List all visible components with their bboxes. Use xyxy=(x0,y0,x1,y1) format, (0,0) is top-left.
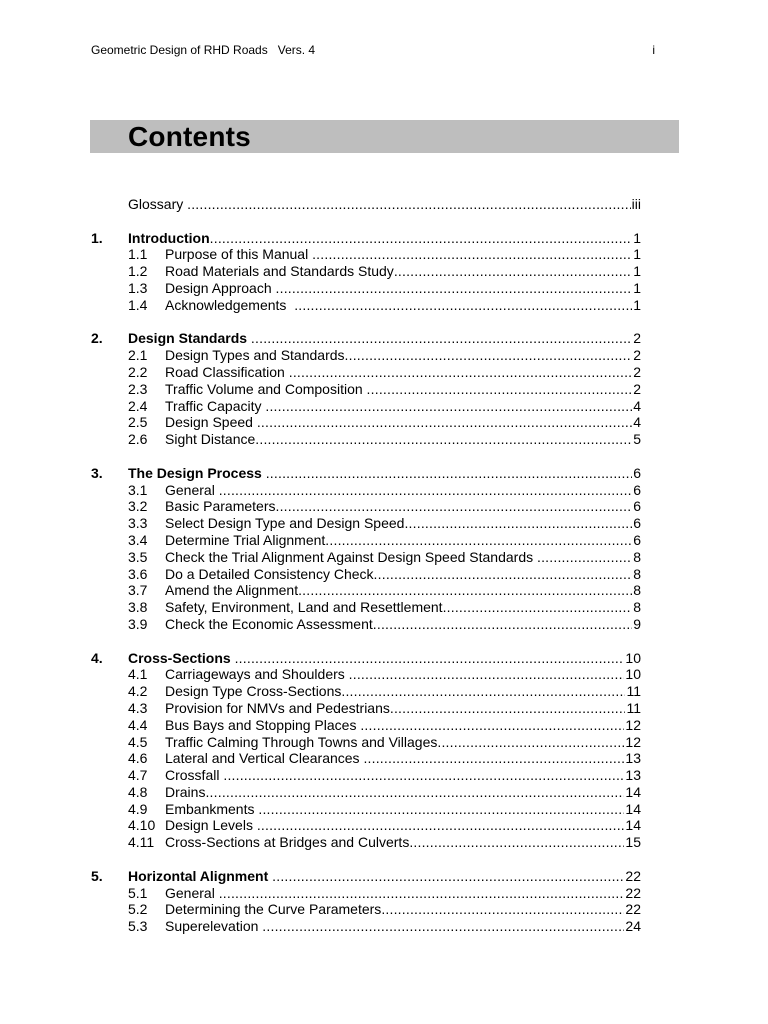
section-number: 2.5 xyxy=(128,414,148,431)
section-title: Amend the Alignment xyxy=(165,582,299,599)
section-title: Lateral and Vertical Clearances xyxy=(165,750,364,767)
dot-leader xyxy=(257,414,632,431)
section-title: Design Approach xyxy=(165,279,276,296)
dot-leader xyxy=(341,683,625,700)
toc-page-number: 2 xyxy=(633,330,641,347)
toc-page-number: 13 xyxy=(625,767,641,784)
page-number: i xyxy=(652,43,655,57)
toc-page-number: 10 xyxy=(625,666,641,683)
dot-leader xyxy=(262,918,624,935)
toc-section-item[interactable] xyxy=(91,801,641,818)
toc-page-number: 4 xyxy=(633,414,641,431)
toc-section-item[interactable] xyxy=(91,566,641,583)
section-title: Determine Trial Alignment xyxy=(165,531,326,548)
toc-section-item[interactable] xyxy=(91,734,641,751)
section-number: 4.11 xyxy=(128,834,155,851)
section-number: 4.10 xyxy=(128,817,156,834)
dot-leader xyxy=(390,700,626,717)
toc-section-item[interactable] xyxy=(91,414,641,431)
section-title: Crossfall xyxy=(165,767,224,784)
toc-page-number: 8 xyxy=(633,565,641,582)
toc-page-number: 14 xyxy=(625,783,641,800)
dot-leader xyxy=(266,465,632,482)
toc-page-number: 12 xyxy=(625,733,641,750)
toc-section-item[interactable] xyxy=(91,280,641,297)
toc-section-item[interactable] xyxy=(91,666,641,683)
dot-leader xyxy=(360,717,624,734)
toc-page-number: 1 xyxy=(633,296,641,313)
toc-section-item[interactable] xyxy=(91,901,641,918)
dot-leader xyxy=(363,750,624,767)
table-of-contents xyxy=(91,196,641,935)
toc-section-item[interactable] xyxy=(91,683,641,700)
dot-leader xyxy=(235,650,625,667)
contents-banner xyxy=(90,120,679,153)
section-number: 4.1 xyxy=(128,666,148,683)
section-number: 5.2 xyxy=(128,901,148,918)
toc-page-number: iii xyxy=(631,196,641,212)
toc-page-number: 2 xyxy=(633,347,641,364)
section-number: 4.8 xyxy=(128,783,148,800)
chapter-number: 1. xyxy=(91,229,103,246)
chapter-title: Cross-Sections xyxy=(128,649,235,666)
dot-leader xyxy=(325,532,632,549)
dot-leader xyxy=(275,498,632,515)
chapter-number: 3. xyxy=(91,464,103,481)
toc-page-number: 22 xyxy=(625,867,641,884)
toc-page-number: 1 xyxy=(633,229,641,246)
toc-section-item[interactable] xyxy=(91,364,641,381)
section-number: 3.7 xyxy=(128,582,148,599)
section-title: General xyxy=(165,481,219,498)
toc-section-item[interactable] xyxy=(91,750,641,767)
section-number: 3.6 xyxy=(128,565,148,582)
section-title: Design Types and Standards xyxy=(165,347,345,364)
toc-entry-title: Glossary xyxy=(128,196,188,212)
dot-leader xyxy=(272,868,624,885)
dot-leader xyxy=(258,801,624,818)
toc-page-number: 6 xyxy=(633,515,641,532)
toc-section-item[interactable] xyxy=(91,817,641,834)
section-title: Road Materials and Standards Study xyxy=(165,263,394,280)
section-title: Design Speed xyxy=(165,414,257,431)
toc-page-number: 9 xyxy=(633,615,641,632)
toc-page-number: 15 xyxy=(625,834,641,851)
section-number: 1.1 xyxy=(128,246,148,263)
section-number: 5.3 xyxy=(128,918,148,935)
toc-page-number: 11 xyxy=(626,699,641,716)
dot-leader xyxy=(367,381,633,398)
dot-leader xyxy=(187,196,631,213)
toc-chapter-3[interactable] xyxy=(91,465,641,482)
dot-leader xyxy=(394,263,632,280)
toc-page-number: 8 xyxy=(633,582,641,599)
section-number: 4.6 xyxy=(128,750,148,767)
toc-page-number: 22 xyxy=(625,901,641,918)
dot-leader xyxy=(276,280,633,297)
section-title: Traffic Volume and Composition xyxy=(165,380,367,397)
section-number: 2.3 xyxy=(128,380,148,397)
toc-page-number: 1 xyxy=(633,263,641,280)
dot-leader xyxy=(345,347,633,364)
section-title: Traffic Calming Through Towns and Villages xyxy=(165,733,438,750)
chapter-number: 4. xyxy=(91,649,103,666)
chapter-number: 5. xyxy=(91,867,103,884)
dot-leader xyxy=(443,599,633,616)
toc-page-number: 10 xyxy=(625,649,641,666)
dot-leader xyxy=(409,834,624,851)
toc-page-number: 8 xyxy=(633,548,641,565)
section-title: Determining the Curve Parameters xyxy=(165,901,382,918)
section-title: General xyxy=(165,884,219,901)
section-number: 3.3 xyxy=(128,515,148,532)
section-title: Cross-Sections at Bridges and Culverts xyxy=(165,834,410,851)
dot-leader xyxy=(294,297,632,314)
section-title: Bus Bays and Stopping Places xyxy=(165,716,361,733)
toc-section-item[interactable] xyxy=(91,784,641,801)
toc-section-item[interactable] xyxy=(91,885,641,902)
chapter-title: The Design Process xyxy=(128,464,266,481)
dot-leader xyxy=(210,230,633,247)
toc-page-number: 6 xyxy=(633,498,641,515)
toc-page-number: 1 xyxy=(633,246,641,263)
dot-leader xyxy=(373,616,632,633)
section-title: Check the Economic Assessment xyxy=(165,615,373,632)
section-number: 1.4 xyxy=(128,296,148,313)
toc-section-item[interactable] xyxy=(91,498,641,515)
section-number: 3.4 xyxy=(128,531,148,548)
section-title: Carriageways and Shoulders xyxy=(165,666,349,683)
section-title: Superelevation xyxy=(165,918,263,935)
toc-entry-glossary[interactable] xyxy=(91,196,641,213)
section-title: Basic Parameters xyxy=(165,498,276,515)
toc-page-number: 22 xyxy=(625,884,641,901)
dot-leader xyxy=(404,515,632,532)
toc-page-number: 12 xyxy=(625,716,641,733)
chapter-title: Introduction xyxy=(128,229,210,246)
toc-section-item[interactable] xyxy=(91,398,641,415)
page-header xyxy=(91,42,655,58)
toc-section-item[interactable] xyxy=(91,263,641,280)
section-title: Acknowledgements xyxy=(165,296,295,313)
toc-chapter-2[interactable] xyxy=(91,330,641,347)
section-title: Select Design Type and Design Speed xyxy=(165,515,405,532)
toc-page-number: 13 xyxy=(625,750,641,767)
section-title: Sight Distance xyxy=(165,431,256,448)
toc-section-item[interactable] xyxy=(91,700,641,717)
toc-section-item[interactable] xyxy=(91,297,641,314)
dot-leader xyxy=(349,666,625,683)
dot-leader xyxy=(219,482,633,499)
dot-leader xyxy=(223,767,624,784)
toc-section-item[interactable] xyxy=(91,549,641,566)
toc-page-number: 1 xyxy=(633,279,641,296)
toc-chapter-5[interactable] xyxy=(91,868,641,885)
section-title: Design Levels xyxy=(165,817,257,834)
section-title: Purpose of this Manual xyxy=(165,246,313,263)
toc-section-item[interactable] xyxy=(91,616,641,633)
dot-leader xyxy=(251,330,632,347)
section-number: 2.1 xyxy=(128,347,148,364)
toc-section-item[interactable] xyxy=(91,431,641,448)
dot-leader xyxy=(312,246,632,263)
toc-section-item[interactable] xyxy=(91,582,641,599)
section-number: 1.2 xyxy=(128,263,148,280)
section-number: 3.5 xyxy=(128,548,148,565)
section-title: Road Classification xyxy=(165,363,289,380)
dot-leader xyxy=(265,398,632,415)
toc-section-item[interactable] xyxy=(91,532,641,549)
section-title: Drains xyxy=(165,783,206,800)
section-number: 3.2 xyxy=(128,498,148,515)
chapter-title: Design Standards xyxy=(128,330,251,347)
dot-leader xyxy=(537,549,632,566)
section-title: Do a Detailed Consistency Check xyxy=(165,565,374,582)
dot-leader xyxy=(205,784,624,801)
section-title: Provision for NMVs and Pedestrians xyxy=(165,699,390,716)
toc-section-item[interactable] xyxy=(91,599,641,616)
dot-leader xyxy=(437,734,624,751)
section-number: 2.6 xyxy=(128,431,148,448)
section-number: 4.5 xyxy=(128,733,148,750)
dot-leader xyxy=(257,817,625,834)
dot-leader xyxy=(219,885,625,902)
section-number: 3.8 xyxy=(128,599,148,616)
toc-page-number: 24 xyxy=(625,918,641,935)
section-title: Safety, Environment, Land and Resettlement xyxy=(165,599,443,616)
toc-page-number: 6 xyxy=(633,531,641,548)
toc-page-number: 14 xyxy=(625,800,641,817)
toc-page-number: 6 xyxy=(633,464,641,481)
toc-section-item[interactable] xyxy=(91,834,641,851)
toc-section-item[interactable] xyxy=(91,515,641,532)
section-number: 4.9 xyxy=(128,800,148,817)
toc-page-number: 5 xyxy=(633,431,641,448)
toc-chapter-1[interactable] xyxy=(91,230,641,247)
contents-heading: Contents xyxy=(128,121,251,152)
section-number: 2.2 xyxy=(128,363,148,380)
section-number: 4.2 xyxy=(128,683,148,700)
dot-leader xyxy=(289,364,632,381)
toc-section-item[interactable] xyxy=(91,347,641,364)
section-number: 1.3 xyxy=(128,279,148,296)
toc-page-number: 11 xyxy=(626,683,641,700)
toc-section-item[interactable] xyxy=(91,767,641,784)
dot-leader xyxy=(381,901,624,918)
section-number: 4.4 xyxy=(128,716,148,733)
toc-page-number: 4 xyxy=(633,397,641,414)
running-header-title: Geometric Design of RHD Roads Vers. 4 xyxy=(91,43,316,57)
toc-page-number: 2 xyxy=(633,363,641,380)
chapter-title: Horizontal Alignment xyxy=(128,867,273,884)
section-number: 3.1 xyxy=(128,481,148,498)
dot-leader xyxy=(298,582,632,599)
section-title: Traffic Capacity xyxy=(165,397,266,414)
toc-section-item[interactable] xyxy=(91,482,641,499)
dot-leader xyxy=(374,566,633,583)
section-title: Check the Trial Alignment Against Design Speed Standards xyxy=(165,548,537,565)
section-number: 4.7 xyxy=(128,767,148,784)
toc-chapter-4[interactable] xyxy=(91,650,641,667)
toc-section-item[interactable] xyxy=(91,381,641,398)
section-number: 2.4 xyxy=(128,397,148,414)
section-number: 3.9 xyxy=(128,615,148,632)
chapter-number: 2. xyxy=(91,330,103,347)
section-number: 5.1 xyxy=(128,884,148,901)
section-title: Embankments xyxy=(165,800,259,817)
section-number: 4.3 xyxy=(128,699,148,716)
toc-page-number: 8 xyxy=(633,599,641,616)
toc-section-item[interactable] xyxy=(91,246,641,263)
toc-section-item[interactable] xyxy=(91,918,641,935)
toc-section-item[interactable] xyxy=(91,717,641,734)
toc-page-number: 14 xyxy=(625,817,641,834)
dot-leader xyxy=(255,431,632,448)
section-title: Design Type Cross-Sections xyxy=(165,683,342,700)
toc-page-number: 6 xyxy=(633,481,641,498)
toc-page-number: 2 xyxy=(633,380,641,397)
